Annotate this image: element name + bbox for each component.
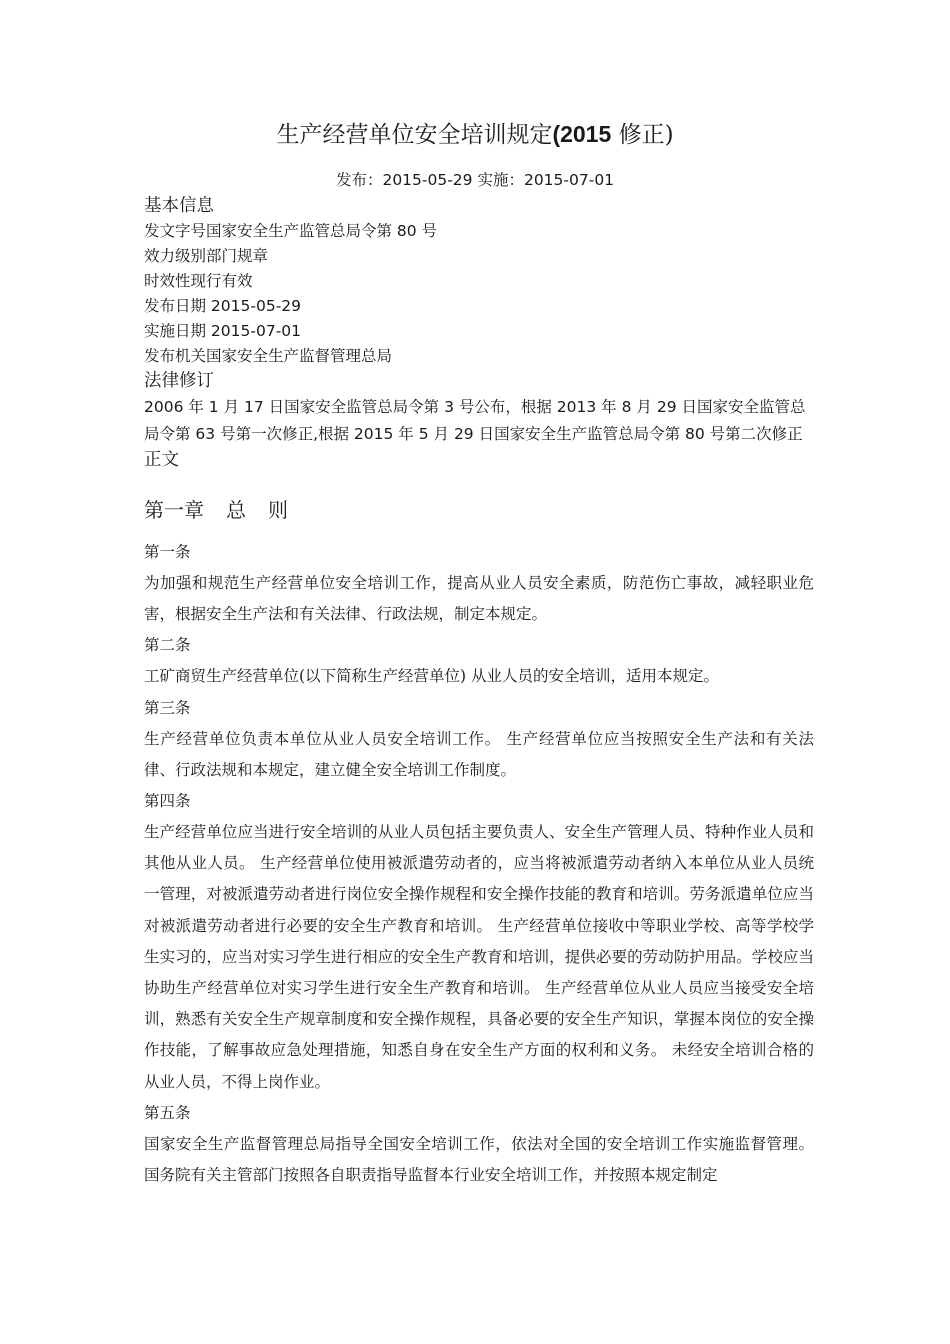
amendment-text: 2006 年 1 月 17 日国家安全监管总局令第 3 号公布，根据 2013 年 8 月 29 日国家安全监管总局令第 63 号第一次修正,根据 2015 年 5 月 29 日国家安全生产监管总局令第 80 号第二次修正 bbox=[144, 398, 806, 443]
chapter-title-2: 则 bbox=[268, 498, 288, 522]
body-heading: 正文 bbox=[144, 450, 179, 470]
info-validity: 时效性现行有效 bbox=[144, 272, 253, 290]
info-publish-date: 发布日期 2015-05-29 bbox=[144, 297, 302, 315]
chapter-heading bbox=[144, 495, 814, 525]
document-content bbox=[144, 194, 814, 1193]
article-body: 工矿商贸生产经营单位(以下简称生产经营单位) 从业人员的安全培训，适用本规定。 bbox=[144, 667, 720, 686]
title-text: 生产经营单位安全培训规定 bbox=[276, 122, 553, 148]
title-suffix: 修正) bbox=[611, 122, 674, 148]
article-title: 第二条 bbox=[144, 636, 191, 655]
article-title: 第四条 bbox=[144, 792, 191, 811]
article-body: 生产经营单位负责本单位从业人员安全培训工作。 生产经营单位应当按照安全生产法和有关法律、行政法规和本规定，建立健全安全培训工作制度。 bbox=[144, 729, 814, 779]
article-title: 第五条 bbox=[144, 1103, 191, 1122]
publish-meta: 发布：2015-05-29 实施：2015-07-01 bbox=[335, 171, 615, 189]
chapter-title-1: 总 bbox=[226, 498, 246, 522]
info-doc-number: 发文字号国家安全生产监管总局令第 80 号 bbox=[144, 222, 438, 240]
article-body: 国家安全生产监督管理总局指导全国安全培训工作，依法对全国的安全培训工作实施监督管理。 国务院有关主管部门按照各自职责指导监督本行业安全培训工作，并按照本规定制定 bbox=[144, 1134, 814, 1185]
article-body: 生产经营单位应当进行安全培训的从业人员包括主要负责人、安全生产管理人员、特种作业人员和其他从业人员。 生产经营单位使用被派遣劳动者的，应当将被派遣劳动者纳入本单位从业人员统一管理，对被派遣劳动者进行岗位安全操作规程和安全操作技能的教育和培训。劳务派遣单位应当对被派遣劳动者进行必要的安全生产教育和培训。 生产经营单位接收中等职业学校、高等学校学生实习的，应当对实习学生进行相应的安全生产教育和培训，提供必要的劳动防护用品。学校应当协助生产经营单位对实习学生进行安全生产教育和培训。 生产经营单位从业人员应当接受安全培训，熟悉有关安全生产规章制度和安全操作规程，具备必要的安全生产知识，掌握本岗位的安全操作技能，了解事故应急处理措施，知悉自身在安全生产方面的权利和义务。 未经安全培训合格的从业人员，不得上岗作业。 bbox=[144, 823, 814, 1091]
info-issuing-authority: 发布机关国家安全生产监督管理总局 bbox=[144, 347, 393, 365]
amendment-heading: 法律修订 bbox=[144, 371, 214, 391]
article-body: 为加强和规范生产经营单位安全培训工作，提高从业人员安全素质，防范伤亡事故，减轻职业危害，根据安全生产法和有关法律、行政法规，制定本规定。 bbox=[144, 574, 814, 624]
info-effective-date: 实施日期 2015-07-01 bbox=[144, 322, 302, 340]
info-effect-level: 效力级别部门规章 bbox=[144, 247, 269, 265]
article-title: 第三条 bbox=[144, 698, 191, 717]
basic-info-heading: 基本信息 bbox=[144, 196, 214, 216]
chapter-number: 第一章 bbox=[144, 498, 204, 522]
document-title bbox=[0, 118, 950, 151]
article-title: 第一条 bbox=[144, 543, 191, 561]
title-year: (2015 bbox=[552, 121, 612, 147]
